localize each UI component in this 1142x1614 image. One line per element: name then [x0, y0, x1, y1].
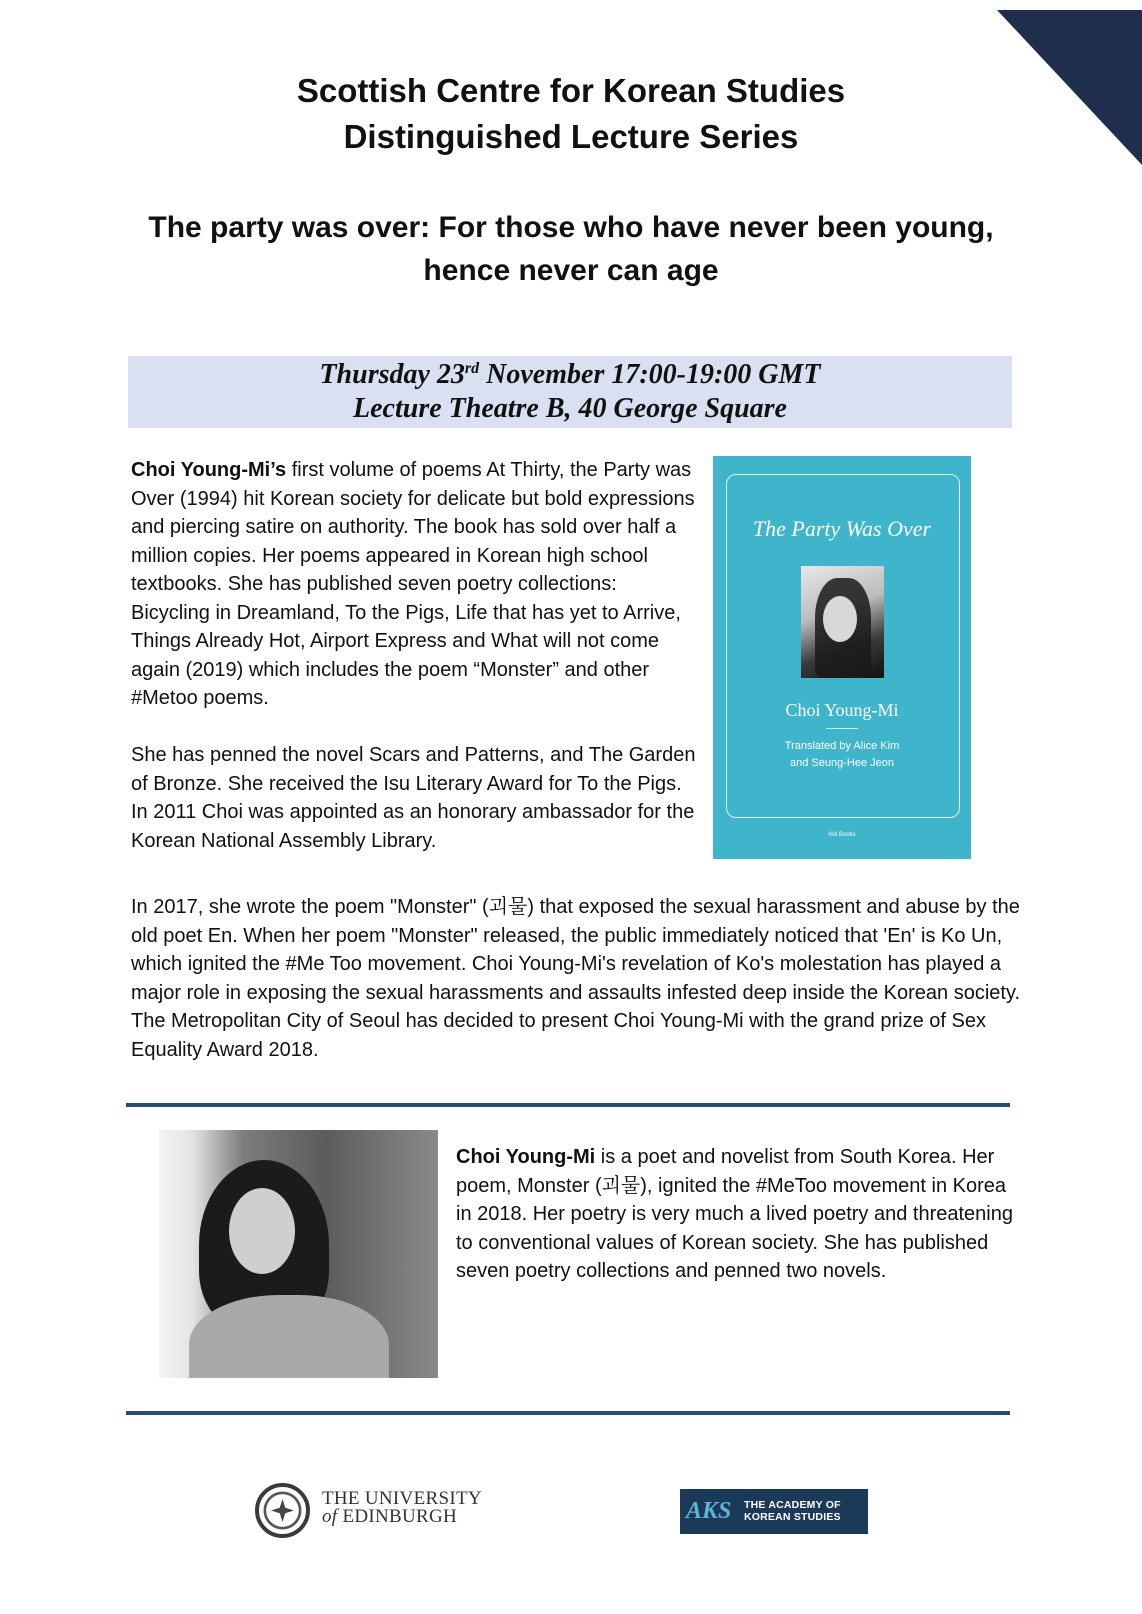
book-photo-face: [823, 596, 857, 642]
book-author-photo: [801, 566, 884, 678]
university-crest-icon: [255, 1483, 310, 1538]
aks-logo-line-1: THE ACADEMY OF: [744, 1499, 841, 1511]
bio-paragraph-1: [131, 456, 696, 713]
aks-mark-icon: AKS: [686, 1498, 732, 1524]
book-translators: [713, 738, 971, 772]
uoe-logo-of: of: [322, 1506, 338, 1527]
page-title: [0, 68, 1142, 160]
event-day: Thursday 23: [319, 359, 465, 390]
event-venue: Lecture Theatre B, 40 George Square: [353, 393, 787, 424]
title-line-1: Scottish Centre for Korean Studies: [296, 72, 846, 109]
university-of-edinburgh-logo: [322, 1490, 502, 1526]
title-line-2: Distinguished Lecture Series: [343, 118, 799, 155]
book-publisher: Hol Books: [828, 832, 856, 838]
profile-name: Choi Young-Mi: [456, 1146, 596, 1168]
portrait-body: [189, 1295, 389, 1378]
profile-text: is a poet and novelist from South Korea. Her poem, Monster (괴물), ignited the #MeToo movement in Korea in 2018. Her poetry is very much a lived poetry and threatening to conventional values of Korean society. She has published seven poetry collections and penned two novels.: [456, 1146, 1013, 1282]
uoe-logo-line-1: THE UNIVERSITY: [322, 1488, 482, 1509]
profile-summary: [456, 1143, 1016, 1286]
uoe-logo-line-2: [322, 1508, 502, 1526]
lecture-title: [80, 206, 1062, 292]
event-details: [128, 356, 1012, 428]
divider-top: [126, 1103, 1010, 1107]
portrait-face: [229, 1188, 295, 1274]
event-datetime: [128, 358, 1012, 392]
lecture-title-line-2: hence never can age: [423, 254, 719, 287]
bio-paragraph-3: In 2017, she wrote the poem "Monster" (괴물) that exposed the sexual harassment and abuse by the old poet En. When her poem "Monster" released, the public immediately noticed that 'En' is Ko Un, which ignited the #Me Too movement. Choi Young-Mi's revelation of Ko's molestation has played a major role in exposing the sexual harassments and assaults infested deep inside the Korean society. The Metropolitan City of Seoul has decided to present Choi Young-Mi with the grand prize of Sex Equality Award 2018.: [131, 896, 1021, 1061]
book-translator-line-2: and Seung-Hee Jeon: [790, 757, 894, 769]
lecture-title-line-1: The party was over: For those who have never been young,: [148, 211, 994, 244]
book-author: Choi Young-Mi: [785, 700, 899, 720]
uoe-logo-edinburgh: EDINBURGH: [337, 1506, 458, 1527]
book-cover: [713, 456, 971, 859]
book-title: The Party Was Over: [752, 516, 932, 541]
event-day-suffix: rd: [464, 360, 480, 377]
book-divider: [826, 728, 858, 729]
bio-paragraph-1-text: first volume of poems At Thirty, the Party was Over (1994) hit Korean society for delicate but bold expressions and piercing satire on authority. The book has sold over half a million copies. Her poems appeared in Korean high school textbooks. She has published seven poetry collections: Bicycling in Dreamland, To the Pigs, Life that has yet to Arrive, Things Already Hot, Airport Express and What will not come again (2019) which includes the poem “Monster” and other #Metoo poems.: [131, 459, 695, 709]
book-translator-line-1: Translated by Alice Kim: [784, 740, 900, 752]
bio-author-name: Choi Young-Mi’s: [131, 459, 287, 481]
aks-logo-text: [744, 1499, 841, 1523]
event-time: November 17:00-19:00 GMT: [479, 359, 821, 390]
divider-bottom: [126, 1411, 1010, 1415]
author-portrait: [159, 1130, 438, 1378]
academy-of-korean-studies-logo: [680, 1489, 868, 1534]
aks-logo-line-2: KOREAN STUDIES: [744, 1511, 841, 1523]
bio-paragraph-2: She has penned the novel Scars and Patterns, and The Garden of Bronze. She received the Isu Literary Award for To the Pigs. In 2011 Choi was appointed as an honorary ambassador for the Korean National Assembly Library.: [131, 744, 696, 852]
